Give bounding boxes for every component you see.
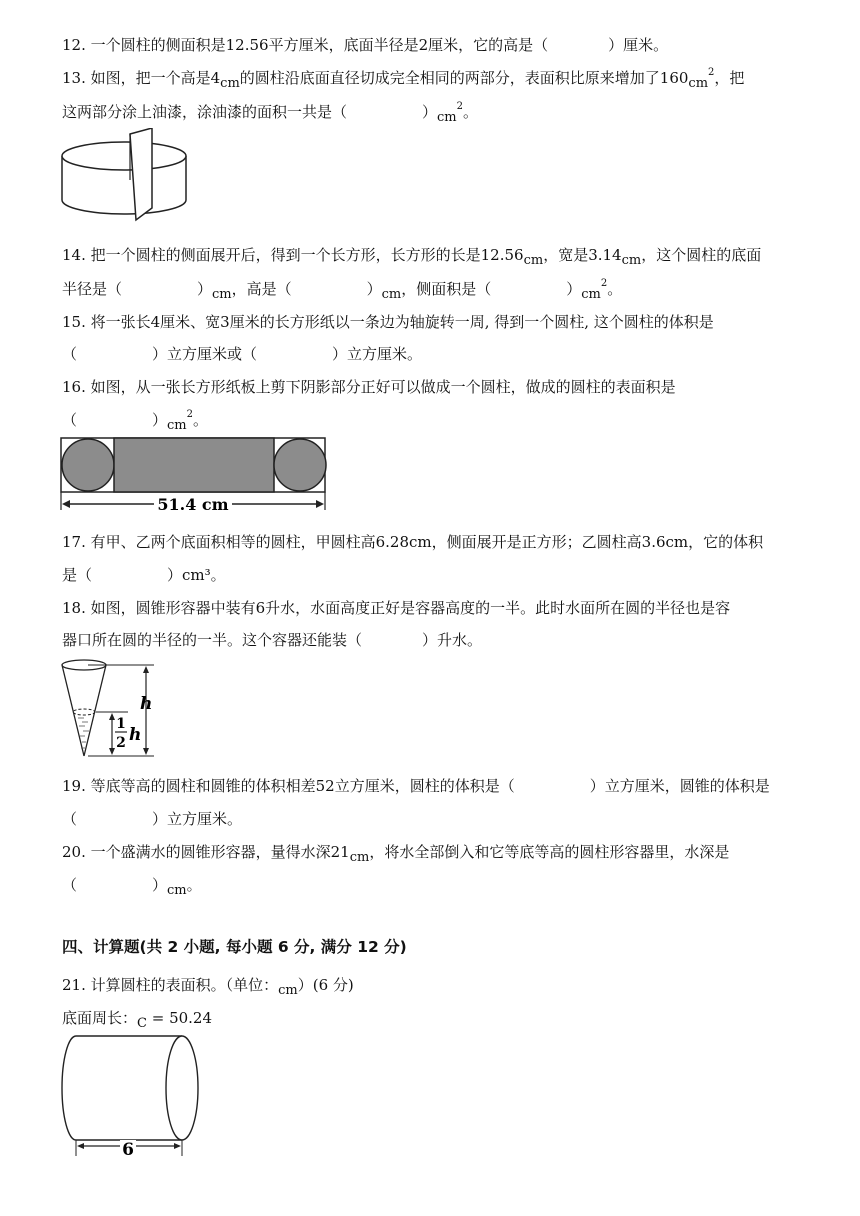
- q16-unit: cm: [167, 418, 187, 433]
- q13-text-end: 。: [463, 103, 479, 121]
- q21-text-d: = 50.24: [146, 1009, 213, 1027]
- question-14-line-2: [62, 279, 622, 302]
- question-17-line-2: [62, 565, 226, 585]
- q13-sup-1: 2: [708, 67, 715, 78]
- question-16-line-2: [62, 410, 208, 433]
- question-17-line-1: [62, 532, 763, 552]
- q21-text-a: 21. 计算圆柱的表面积。（单位：: [62, 976, 279, 994]
- q13-unit-3: cm: [437, 110, 457, 125]
- q13-unit-2: cm: [688, 76, 709, 91]
- question-19-line-2: [62, 809, 242, 829]
- q19-text-2: （ ）立方厘米。: [62, 810, 243, 828]
- q13-cylinder-cut-figure: [58, 128, 198, 224]
- q13-text-b: 的圆柱沿底面直径切成完全相同的两部分，表面积比原来增加了160: [239, 69, 689, 87]
- q21-unit: cm: [278, 983, 298, 998]
- q18-cone-figure: [58, 656, 168, 760]
- q16-sup: 2: [186, 409, 193, 420]
- question-21-line-1: [62, 975, 354, 997]
- question-18-line-1: [62, 598, 730, 618]
- question-16-line-1: [62, 377, 676, 397]
- question-15-line-1: [62, 312, 714, 332]
- q15-text-2: （ ）立方厘米或（ ）立方厘米。: [62, 345, 423, 363]
- q18-label-h2: h: [129, 725, 142, 745]
- q14-unit-1: cm: [523, 253, 544, 268]
- q14-text-d: 半径是（ ）: [62, 280, 213, 298]
- q21-text-c: 底面周长：: [62, 1009, 138, 1027]
- q14-text-end: 。: [607, 280, 623, 298]
- q18-label-num: 1: [116, 716, 126, 732]
- q13-text-d: 这两部分涂上油漆，涂油漆的面积一共是（ ）: [62, 103, 438, 121]
- q20-unit-1: cm: [349, 850, 370, 865]
- q17-text-1: 17. 有甲、乙两个底面积相等的圆柱，甲圆柱高6.28cm，侧面展开是正方形；乙圆柱高3.6cm，它的体积: [62, 533, 764, 551]
- q17-text-2: 是（ ）cm³。: [62, 566, 226, 584]
- question-13-line-2: [62, 102, 478, 125]
- question-20-line-1: [62, 842, 729, 864]
- q16-text-end: 。: [193, 411, 209, 429]
- q16-paper-figure: [58, 434, 330, 516]
- q15-text-1: 15. 将一张长4厘米、宽3厘米的长方形纸以一条边为轴旋转一周, 得到一个圆柱, 这个圆柱的体积是: [62, 313, 714, 331]
- q19-text-1: 19. 等底等高的圆柱和圆锥的体积相差52立方厘米，圆柱的体积是（ ）立方厘米，圆锥的体积是: [62, 777, 770, 795]
- q13-unit-1: cm: [220, 76, 240, 91]
- question-13-line-1: [62, 68, 744, 91]
- q16-text-1: 16. 如图，从一张长方形纸板上剪下阴影部分正好可以做成一个圆柱，做成的圆柱的表面积是: [62, 378, 676, 396]
- question-19-line-1: [62, 776, 770, 796]
- q18-text-1: 18. 如图，圆锥形容器中装有6升水，水面高度正好是容器高度的一半。此时水面所在圆的半径也是容: [62, 599, 731, 617]
- question-12: [62, 35, 668, 55]
- question-12-text: 12. 一个圆柱的侧面积是12.56平方厘米，底面半径是2厘米，它的高是（ ）厘米。: [62, 36, 669, 54]
- q14-unit-4: cm: [381, 287, 402, 302]
- q21-circumference-symbol: C: [137, 1016, 147, 1031]
- q14-text-c: ，这个圆柱的底面: [641, 246, 762, 264]
- q16-figure-label: 51.4 cm: [157, 495, 229, 514]
- q14-unit-2: cm: [621, 253, 642, 268]
- q21-text-b: ）(6 分): [297, 976, 354, 994]
- q14-text-f: ，侧面积是（ ）: [401, 280, 582, 298]
- q18-label-den: 2: [116, 735, 126, 751]
- question-20-line-2: [62, 875, 202, 897]
- q14-text-a: 14. 把一个圆柱的侧面展开后，得到一个长方形，长方形的长是12.56: [62, 246, 524, 264]
- q13-sup-2: 2: [456, 101, 463, 112]
- q20-text-c: （ ）: [62, 876, 168, 894]
- question-15-line-2: [62, 344, 422, 364]
- q14-text-e: ，高是（ ）: [231, 280, 382, 298]
- question-18-line-2: [62, 630, 482, 650]
- q21-cylinder-figure: [58, 1032, 208, 1158]
- q20-unit-2: cm: [167, 883, 187, 898]
- question-21-line-2: [62, 1008, 212, 1030]
- section-4-heading: 四、计算题(共 2 小题, 每小题 6 分, 满分 12 分): [62, 938, 407, 956]
- q20-text-end: 。: [186, 876, 202, 894]
- q20-text-a: 20. 一个盛满水的圆锥形容器，量得水深21: [62, 843, 350, 861]
- q20-text-b: ，将水全部倒入和它等底等高的圆柱形容器里，水深是: [369, 843, 730, 861]
- q18-label-h: h: [140, 694, 153, 714]
- question-14-line-1: [62, 245, 761, 267]
- q16-text-2: （ ）: [62, 411, 168, 429]
- q13-text-c: ，把: [714, 69, 745, 87]
- q18-text-2: 器口所在圆的半径的一半。这个容器还能装（ ）升水。: [62, 631, 483, 649]
- q14-unit-5: cm: [581, 287, 601, 302]
- q13-text-a: 13. 如图，把一个高是4: [62, 69, 221, 87]
- q14-text-b: ，宽是3.14: [543, 246, 622, 264]
- q14-sup: 2: [600, 278, 608, 289]
- q21-figure-label: 6: [122, 1140, 134, 1158]
- q14-unit-3: cm: [212, 287, 232, 302]
